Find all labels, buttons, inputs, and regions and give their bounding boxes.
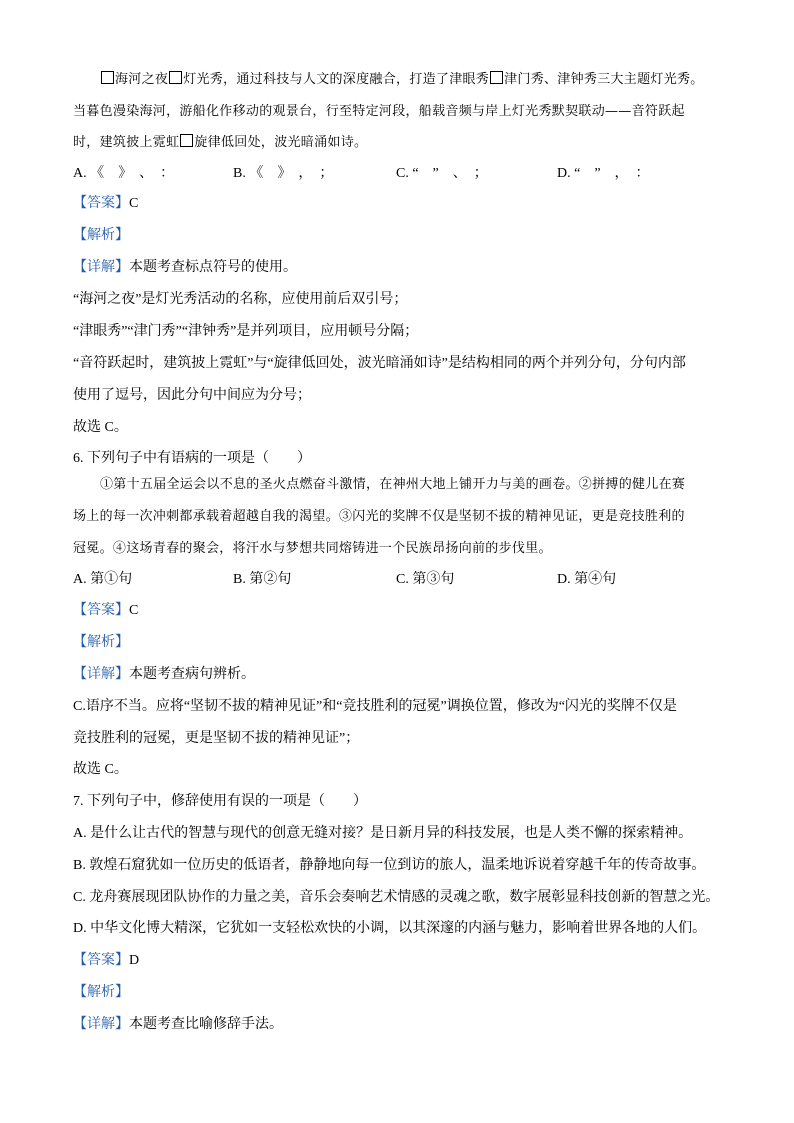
analysis-tag: 【解析】 [73,635,129,650]
explain-line: 竞技胜利的冠冕，更是坚韧不拔的精神见证”； [73,731,360,746]
detail-line: 【详解】本题考查比喻修辞手法。 [73,1017,283,1032]
detail-tag: 【详解】 [73,260,129,275]
explain-line: C.语序不当。应将“坚韧不拔的精神见证”和“竞技胜利的冠冕”调换位置，修改为“闪光的奖牌不仅是 [73,699,677,714]
option-a: A. 《 》 、 ： [73,166,175,181]
q6-passage-line-2: 场上的每一次冲刺都承载着超越自我的渴望。③闪光的奖牌不仅是坚韧不拔的精神见证，更是竞技胜利的 [73,509,685,524]
blank-box [101,71,114,84]
detail-line: 【详解】本题考查标点符号的使用。 [73,260,297,275]
option-b: B. 敦煌石窟犹如一位历史的低语者，静静地向每一位到访的旅人，温柔地诉说着穿越千年的传奇故事。 [73,858,706,873]
blank-box [169,71,182,84]
passage-line-3: 时，建筑披上霓虹 旋律低回处，波光暗涌如诗。 [73,135,368,150]
detail-tag: 【详解】 [73,1017,129,1032]
answer-tag: 【答案】 [73,953,129,968]
option-a: A. 是什么让古代的智慧与现代的创意无缝对接？是日新月异的科技发展，也是人类不懈的探索精神。 [73,826,693,841]
answer-tag: 【答案】 [73,603,129,618]
answer-tag: 【答案】 [73,196,129,211]
blank-box [180,134,193,147]
conclusion-line: 故选 C。 [73,420,128,435]
detail-line: 【详解】本题考查病句辨析。 [73,667,255,682]
analysis-tag: 【解析】 [73,985,129,1000]
explain-line: “音符跃起时，建筑披上霓虹”与“旋律低回处，波光暗涌如诗”是结构相同的两个并列分句，分句内部 [73,356,686,371]
analysis-line [73,981,129,1001]
option-a: A. 第①句 [73,572,133,587]
explain-line: “海河之夜”是灯光秀活动的名称，应使用前后双引号； [73,292,408,307]
question-7-stem: 7. 下列句子中，修辞使用有误的一项是（ ） [73,794,367,809]
answer-line: 【答案】C [73,603,139,618]
option-c: C. 龙舟赛展现团队协作的力量之美，音乐会奏响艺术情感的灵魂之歌，数字展彰显科技创新的智慧之光。 [73,890,720,905]
option-c: C. “ ” 、 ； [396,166,488,181]
detail-tag: 【详解】 [73,667,129,682]
option-c: C. 第③句 [396,572,455,587]
passage-line-2: 当暮色漫染海河，游船化作移动的观景台，行至特定河段，船载音频与岸上灯光秀默契联动——音符跃起 [73,104,685,119]
question-6-stem: 6. 下列句子中有语病的一项是（ ） [73,451,311,466]
explain-line: “津眼秀”“津门秀”“津钟秀”是并列项目，应用顿号分隔； [73,324,419,339]
analysis-line [73,224,129,244]
option-d: D. 中华文化博大精深，它犹如一支轻松欢快的小调，以其深邃的内涵与魅力，影响着世界各地的人们。 [73,921,707,936]
conclusion-line: 故选 C。 [73,762,128,777]
blank-box [490,71,503,84]
analysis-tag: 【解析】 [73,228,129,243]
analysis-line [73,631,129,651]
q6-passage-line-1: ①第十五届全运会以不息的圣火点燃奋斗激情，在神州大地上铺开力与美的画卷。②拼搏的健儿在赛 [100,477,686,492]
explain-line: 使用了逗号，因此分句中间应为分号； [73,388,311,403]
option-d: D. “ ” ， ： [557,166,650,181]
answer-line: 【答案】C [73,196,139,211]
option-b: B. 第②句 [233,572,292,587]
answer-line: 【答案】D [73,953,140,968]
option-d: D. 第④句 [557,572,617,587]
option-b: B. 《 》 ， ； [233,166,334,181]
q6-passage-line-3: 冠冕。④这场青春的聚会，将汗水与梦想共同熔铸进一个民族昂扬向前的步伐里。 [73,541,552,556]
passage-line-1: 海河之夜 灯光秀，通过科技与人文的深度融合，打造了津眼秀 津门秀、津钟秀三大主题灯光秀。 [100,68,704,87]
